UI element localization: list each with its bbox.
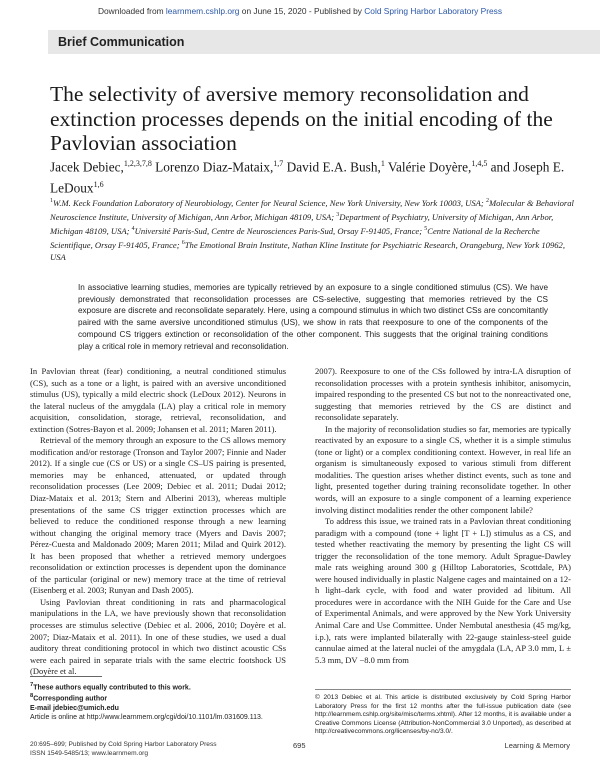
affil-text: Centre National de la Recherche Scientifique, Orsay F-91405, France; <box>50 225 540 250</box>
email-link[interactable]: jdebiec@umich.edu <box>52 704 119 712</box>
download-banner <box>0 6 600 16</box>
author-name: Lorenzo Diaz-Mataix, <box>151 159 274 175</box>
footnote-article-url: Article is online at http://www.learnmem.org/cgi/doi/10.1101/lm.031609.113. <box>30 713 263 721</box>
section-label: Brief Communication <box>58 35 185 49</box>
article-title: The selectivity of aversive memory reconsolidation and extinction processes depends on the initial encoding of the Pavlovian association <box>50 82 553 155</box>
banner-middle: on June 15, 2020 - Published by <box>239 6 365 16</box>
section-header <box>48 30 600 54</box>
body-column-right <box>315 366 571 666</box>
footnote-corresponding <box>30 692 290 703</box>
abstract: In associative learning studies, memories are typically retrieved by an exposure to a single conditioned stimulus (CS). We have previously demonstrated that reconsolidation processes are CS-selective, suggesting that memories retrieved by the CS exposure are discrete and reconsolidate separately. Here, using a compound stimulus in which two distinct CSs are concomitantly paired with the same aversive unconditioned stimulus (US), we show in rats that reexposure to one of the components of the compound CS triggers extinction or reconsolidation of the other component. This suggests that the original training conditions play a critical role in memory retrieval and reconsolidation. <box>78 283 548 351</box>
footnotes <box>30 681 290 722</box>
author-affil-mark: 1,2,3,7,8 <box>123 159 152 168</box>
author-affil-mark: 1,7 <box>273 159 284 168</box>
affil-text: W.M. Keck Foundation Laboratory of Neurobiology, Center for Neural Science, New York University, New York 10003, USA; <box>53 197 486 208</box>
footer-volume-line: 20:695–699; Published by Cold Spring Harbor Laboratory Press <box>30 741 217 748</box>
affil-text: Molecular & Behavioral Neuroscience Institute, University of Michigan, Ann Arbor, Michigan 48109, USA; <box>50 197 574 222</box>
footnote-text: Corresponding author <box>33 695 108 703</box>
body-paragraph: 2007). Reexposure to one of the CSs followed by intra-LA disruption of reconsolidation processes with a protein synthesis inhibitor, anisomycin, impaired responding to the presented CS but not to the nonreactivated one, suggesting that memories retrieved by the CS are distinct and reconsolidate separately. <box>315 366 571 423</box>
footnote-mark: 7 <box>30 682 34 688</box>
banner-prefix: Downloaded from <box>97 6 166 16</box>
body-paragraph: In the majority of reconsolidation studies so far, memories are typically reactivated by an exposure to a single CS, whether it is a simple stimulus (tone or light) or a complex conditioning context. However, in real life an organism is simultaneously exposed to various stimuli from different modalities. The question arises whether distinct events, such as tone and light, presented together during training reconsolidate together. In other words, will an exposure to a single component of a learning experience involving distinct modalities render the other component labile? <box>315 423 571 515</box>
author-name: David E.A. Bush, <box>283 159 381 175</box>
affil-mark: 4 <box>131 225 135 232</box>
author-affil-mark: 1,6 <box>93 179 104 189</box>
body-paragraph: In Pavlovian threat (fear) conditioning, a neutral conditioned stimulus (CS), such as a tone or a light, is paired with an aversive unconditioned stimulus (US), typically a mild electric shock (LeDoux 2012). Neurons in the lateral nucleus of the amygdala (LA) play a critical role in memory acquisition, consolidation, storage, retrieval, reconsolidation, and extinction (Sotres-Bayon et al. 2009; Johansen et al. 2011; Maren 2011). <box>30 366 286 434</box>
body-column-left <box>30 366 286 678</box>
author-list <box>50 155 580 197</box>
footer-issn-line: ISSN 1549-5485/13; www.learnmem.org <box>30 749 149 757</box>
journal-name: Learning & Memory <box>504 741 570 750</box>
body-paragraph: Retrieval of the memory through an exposure to the CS allows memory modification and/or restorage (Tronson and Taylor 2007; Finnie and Nader 2012). If a single cue (CS or US) or a single CS–US pairing is presented, memories may be enhanced, attenuated, or updated through reconsolidation processes (Lee 2009; Debiec et al. 2011; Dudai 2012; Diaz-Mataix et al. 2013; Stern and Alberini 2013), whereas multiple presentations of the same CS trigger extinction processes which are believed to reduce the conditioned response through a new learning without changing the original memory trace (Myers and Davis 2007; Pérez-Cuesta and Maldonado 2009; Maren 2011; Milad and Quirk 2012). It has been proposed that whether a retrieved memory undergoes reconsolidation or extinction processes is dependent upon the dominance of the particular (original or new) memory trace at the time of retrieval (Eisenberg et al. 2003; Runyan and Dash 2005). <box>30 435 286 596</box>
affil-mark: 5 <box>424 225 428 232</box>
affil-text: Department of Psychiatry, University of Michigan, Ann Arbor, Michigan 48109, USA; <box>50 211 554 236</box>
body-paragraph: To address this issue, we trained rats in a Pavlovian threat conditioning paradigm with a compound (tone + light [T + L]) stimulus as a CS, and tested whether reactivating the memory by presenting the light CS will trigger the reconsolidation of the tone memory. Adult Sprague-Dawley male rats weighing around 300 g (Hilltop Laboratories, Scottdale, PA) were housed individually in plastic Nalgene cages and maintained on a 12-h light–dark cycle, with food and water provided ad libitum. All procedures were in accordance with the NIH Guide for the Care and Use of Experimental Animals, and were approved by the New York University Animal Care and Use Committee. Under Nembutal anesthesia (45 mg/kg, i.p.), rats were implanted bilaterally with 22-gauge stainless-steel guide cannulae aimed at the lateral nuclei of the amygdala (LA, AP 3.0 mm, L ± 5.3 mm, DV −8.0 mm from <box>315 516 571 665</box>
license-notice: © 2013 Debiec et al. This article is distributed exclusively by Cold Spring Harbor Laboratory Press for the first 12 months after the full-issue publication date (see http://learnmem.cshlp.org/site/misc/terms.xhtml). After 12 months, it is available under a Creative Commons License (Attribution-NonCommercial 3.0 Unported), as described at http://creativecommons.org/licenses/by-nc/3.0/. <box>315 694 571 736</box>
affil-mark: 3 <box>336 211 340 218</box>
author-name: Jacek Debiec, <box>50 159 124 175</box>
author-name: and Joseph E. LeDoux <box>50 159 565 196</box>
email-label: E-mail <box>30 704 53 712</box>
license-divider <box>315 689 571 690</box>
footnote-text: These authors equally contributed to this work. <box>33 684 191 692</box>
site-link[interactable]: learnmem.cshlp.org <box>165 6 240 16</box>
publisher-link[interactable]: Cold Spring Harbor Laboratory Press <box>364 6 503 16</box>
affil-text: Université Paris-Sud, Centre de Neurosciences Paris-Sud, Orsay F-91405, France; <box>134 225 425 236</box>
affil-mark: 1 <box>50 198 53 204</box>
author-affil-mark: 1 <box>380 159 385 168</box>
footnote-equal-contribution <box>30 681 290 692</box>
author-affil-mark: 1,4,5 <box>471 159 488 168</box>
footnote-divider <box>30 676 102 677</box>
author-name: Valérie Doyère, <box>384 159 472 175</box>
affil-text: The Emotional Brain Institute, Nathan Kline Institute for Psychiatric Research, Orangeburg, New York 10962, USA <box>50 239 566 262</box>
affil-mark: 6 <box>181 239 185 246</box>
footnote-mark: 8 <box>30 693 34 700</box>
affiliations <box>50 195 575 263</box>
page-number: 695 <box>293 741 306 750</box>
body-paragraph: Using Pavlovian threat conditioning in rats and pharmacological manipulations in the LA, we have previously shown that reconsolidation processes are stimulus selective (Debiec et al. 2006, 2010; Doyère et al. 2007; Diaz-Mataix et al. 2011). In one of these studies, we used a dual auditory threat conditioning protocol in which two distinct acoustic CSs were each paired in separate trials with the same electric footshock US (Doyère et al. <box>30 596 286 677</box>
footer-publication-info <box>30 741 217 758</box>
affil-mark: 2 <box>485 198 489 204</box>
footnote-email <box>30 704 290 713</box>
